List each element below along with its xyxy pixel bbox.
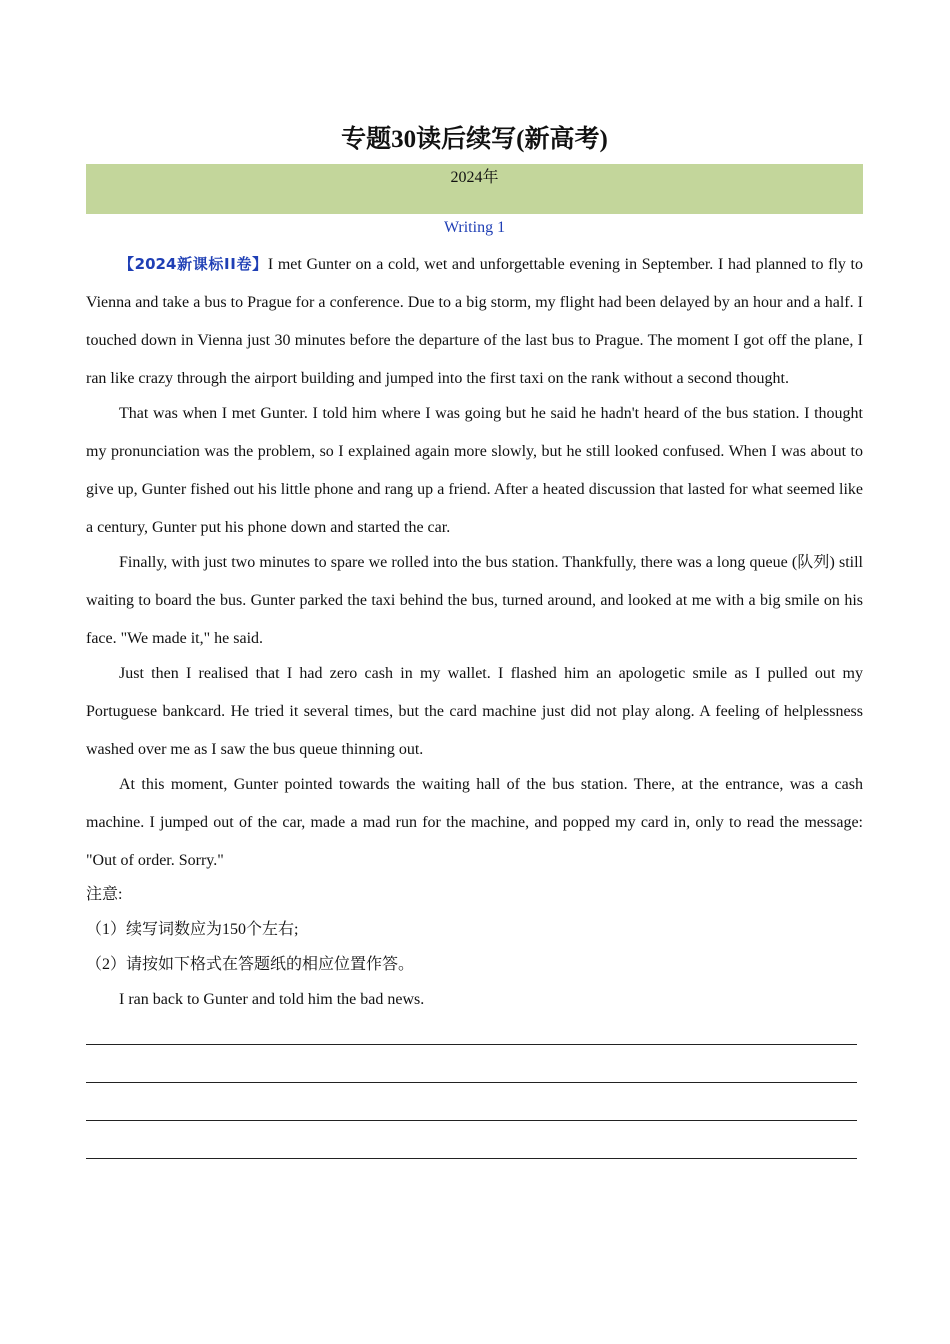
note-item-2: （2）请按如下格式在答题纸的相应位置作答。 — [86, 956, 415, 973]
answer-line — [86, 1045, 857, 1083]
passage-paragraph-4: Just then I realised that I had zero cash in my wallet. I flashed him an apologetic smile as I pulled out my Portuguese bankcard. He tried it several times, but the card machine just did not play along. A feeling of helplessness washed over me as I saw the bus queue thinning out. — [86, 665, 863, 758]
passage-body — [86, 245, 863, 1159]
passage-paragraph-5: At this moment, Gunter pointed towards the waiting hall of the bus station. There, at the entrance, was a cash machine. I jumped out of the car, made a mad run for the machine, and popped my card in, only to read the message: "Out of order. Sorry." — [86, 776, 863, 869]
paragraph-text: I met Gunter on a cold, wet and unforgettable evening in September. I had planned to fly to Vienna and take a bus to Prague for a conference. Due to a big storm, my flight had been delayed by an hour and a half. I touched down in Vienna just 30 minutes before the departure of the last bus to Prague. The moment I got off the plane, I ran like crazy through the airport building and jumped into the first taxi on the rank without a second thought. — [86, 256, 863, 387]
passage-paragraph-3: Finally, with just two minutes to spare we rolled into the bus station. Thankfully, there was a long queue (队列) still waiting to board the bus. Gunter parked the taxi behind the bus, turned around, and looked at me with a big smile on his face. "We made it," he said. — [86, 554, 863, 647]
source-tag: 【2024新课标ⅠⅠ卷】 — [119, 255, 268, 273]
section-heading: Writing 1 — [443, 219, 506, 236]
passage-paragraph-1 — [86, 245, 863, 398]
page-title: 专题30读后续写(新高考) — [341, 126, 608, 153]
answer-line — [86, 1083, 857, 1121]
note-item-1: （1）续写词数应为150个左右; — [86, 921, 299, 938]
answer-lines — [86, 1021, 863, 1159]
notes-heading: 注意: — [86, 886, 123, 903]
year-band — [86, 164, 863, 214]
answer-line — [86, 1121, 857, 1159]
passage-paragraph-2: That was when I met Gunter. I told him where I was going but he said he hadn't heard of the bus station. I thought my pronunciation was the problem, so I explained again more slowly, but he still looked confused. When I was about to give up, Gunter fished out his little phone and rang up a friend. After a heated discussion that lasted for what seemed like a century, Gunter put his phone down and started the car. — [86, 405, 863, 536]
answer-line — [86, 1021, 857, 1045]
year-label: 2024年 — [450, 169, 499, 186]
continuation-prompt: I ran back to Gunter and told him the bad news. — [119, 991, 425, 1008]
